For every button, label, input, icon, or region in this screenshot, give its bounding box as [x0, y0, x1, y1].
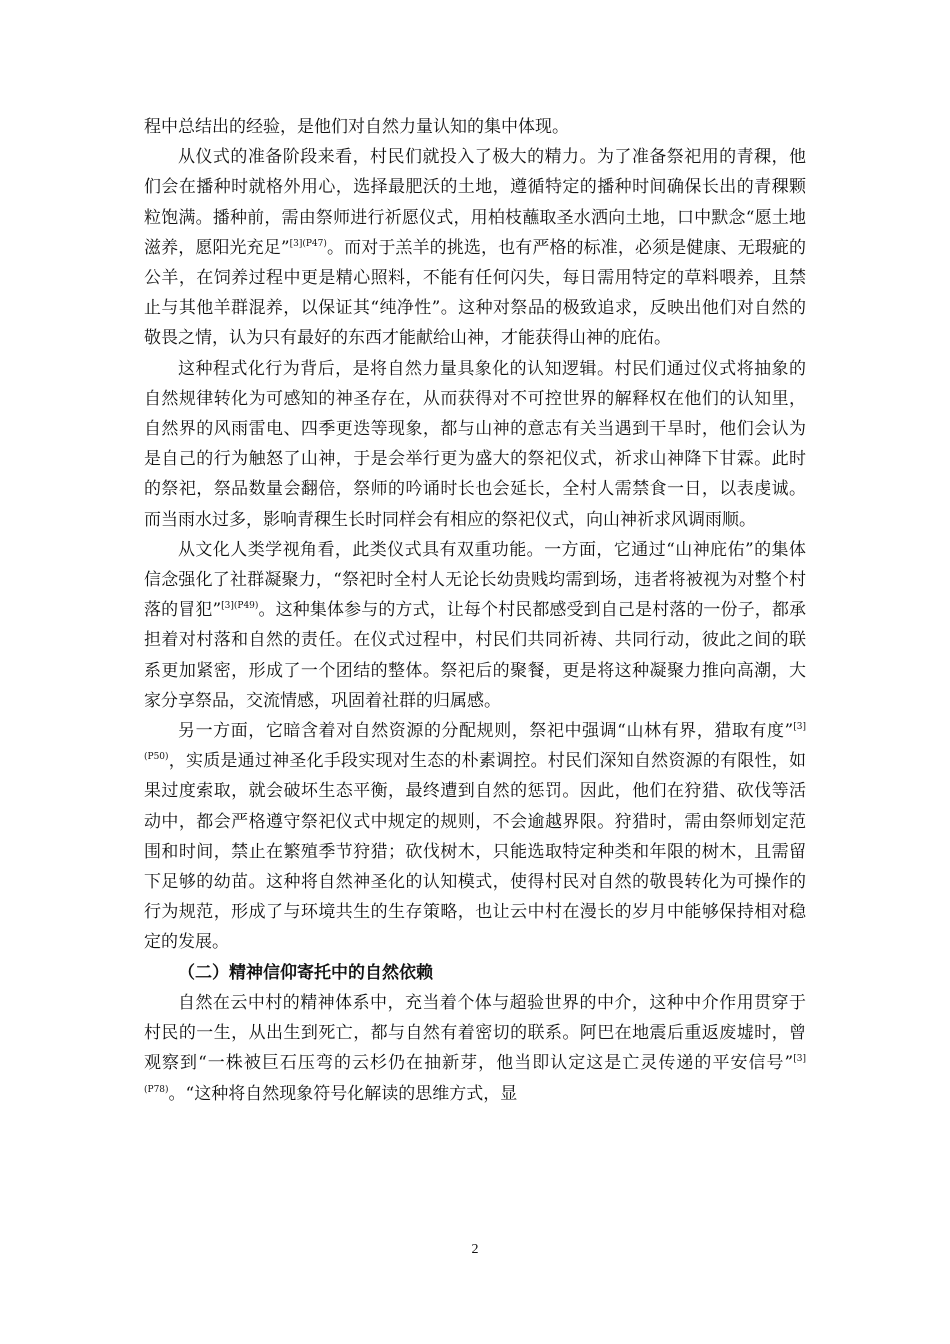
paragraph [144, 988, 806, 1109]
paragraph [144, 716, 806, 958]
paragraph-text: 从仪式的准备阶段来看，村民们就投入了极大的精力。为了准备祭祀用的青稞，他们会在播种时就格外用心，选择最肥沃的土地，遵循特定的播种时间确保长出的青稞颗粒饱满。播种前，需由祭师进行祈愿仪式，用柏枝蘸取圣水洒向土地，口中默念“愿土地滋养，愿阳光充足” [144, 147, 806, 258]
paragraph-text: 自然在云中村的精神体系中，充当着个体与超验世界的中介，这种中介作用贯穿于村民的一生，从出生到死亡，都与自然有着密切的联系。阿巴在地震后重返废墟时，曾观察到“一株被巨石压弯的云杉仍在抽新芽，他当即认定这是亡灵传递的平安信号” [144, 992, 806, 1074]
paragraph-text: 这种程式化行为背后，是将自然力量具象化的认知逻辑。村民们通过仪式将抽象的自然规律转化为可感知的神圣存在，从而获得对不可控世界的解释权在他们的认知里，自然界的风雨雷电、四季更迭等现象，都与山神的意志有关当遇到干旱时，他们会认为是自己的行为触怒了山神，于是会举行更为盛大的祭祀仪式，祈求山神降下甘霖。此时的祭祀，祭品数量会翻倍，祭师的吟诵时长也会延长，全村人需禁食一日，以表虔诚。而当雨水过多，影响青稞生长时同样会有相应的祭祀仪式，向山神祈求风调雨顺。 [144, 358, 806, 530]
citation-marker: [3](P50) [144, 722, 806, 763]
paragraph [144, 354, 806, 535]
citation-marker: [3](P49) [221, 601, 259, 612]
paragraph-text: 另一方面，它暗含着对自然资源的分配规则，祭祀中强调“山林有界，猎取有度” [178, 721, 794, 742]
paragraph [144, 112, 806, 142]
paragraph-text: 。“这种将自然现象符号化解读的思维方式，显 [168, 1083, 518, 1104]
paragraphs-before-heading [144, 112, 806, 958]
paragraphs-after-heading [144, 988, 806, 1109]
paragraph-text: 。这种集体参与的方式，让每个村民都感受到自己是村落的一份子，都承担着对村落和自然的责任。在仪式过程中，村民们共同祈祷、共同行动，彼此之间的联系更加紧密，形成了一个团结的整体。祭祀后的聚餐，更是将这种凝聚力推向高潮，大家分享祭品，交流情感，巩固着社群的归属感。 [144, 600, 806, 711]
paragraph-text: ，实质是通过神圣化手段实现对生态的朴素调控。村民们深知自然资源的有限性，如果过度索取，就会破坏生态平衡，最终遭到自然的惩罚。因此，他们在狩猎、砍伐等活动中，都会严格遵守祭祀仪式中规定的规则，不会逾越界限。狩猎时，需由祭师划定范围和时间，禁止在繁殖季节狩猎；砍伐树木，只能选取特定种类和年限的树木，且需留下足够的幼苗。这种将自然神圣化的认知模式，使得村民对自然的敬畏转化为可操作的行为规范，形成了与环境共生的生存策略，也让云中村在漫长的岁月中能够保持相对稳定的发展。 [144, 751, 806, 953]
document-body [144, 112, 806, 1109]
citation-marker: [3](P47) [289, 238, 327, 249]
paragraph [144, 535, 806, 716]
paragraph-text: 程中总结出的经验，是他们对自然力量认知的集中体现。 [144, 117, 569, 137]
citation-marker: [3](P78) [144, 1054, 806, 1095]
paragraph-text: 。而对于羔羊的挑选，也有严格的标准，必须是健康、无瑕疵的公羊，在饲养过程中更是精心照料，不能有任何闪失，每日需用特定的草料喂养，且禁止与其他羊群混养，以保证其“纯净性”。这种对祭品的极致追求，反映出他们对自然的敬畏之情，认为只有最好的东西才能献给山神，才能获得山神的庇佑。 [144, 237, 806, 349]
section-heading: （二）精神信仰寄托中的自然依赖 [178, 962, 433, 983]
paragraph [144, 142, 806, 353]
page-number: 2 [471, 1242, 479, 1257]
paragraph-text: 从文化人类学视角看，此类仪式具有双重功能。一方面，它通过“山神庇佑”的集体信念强化了社群凝聚力，“祭祀时全村人无论长幼贵贱均需到场，违者将被视为对整个村落的冒犯” [144, 539, 806, 621]
